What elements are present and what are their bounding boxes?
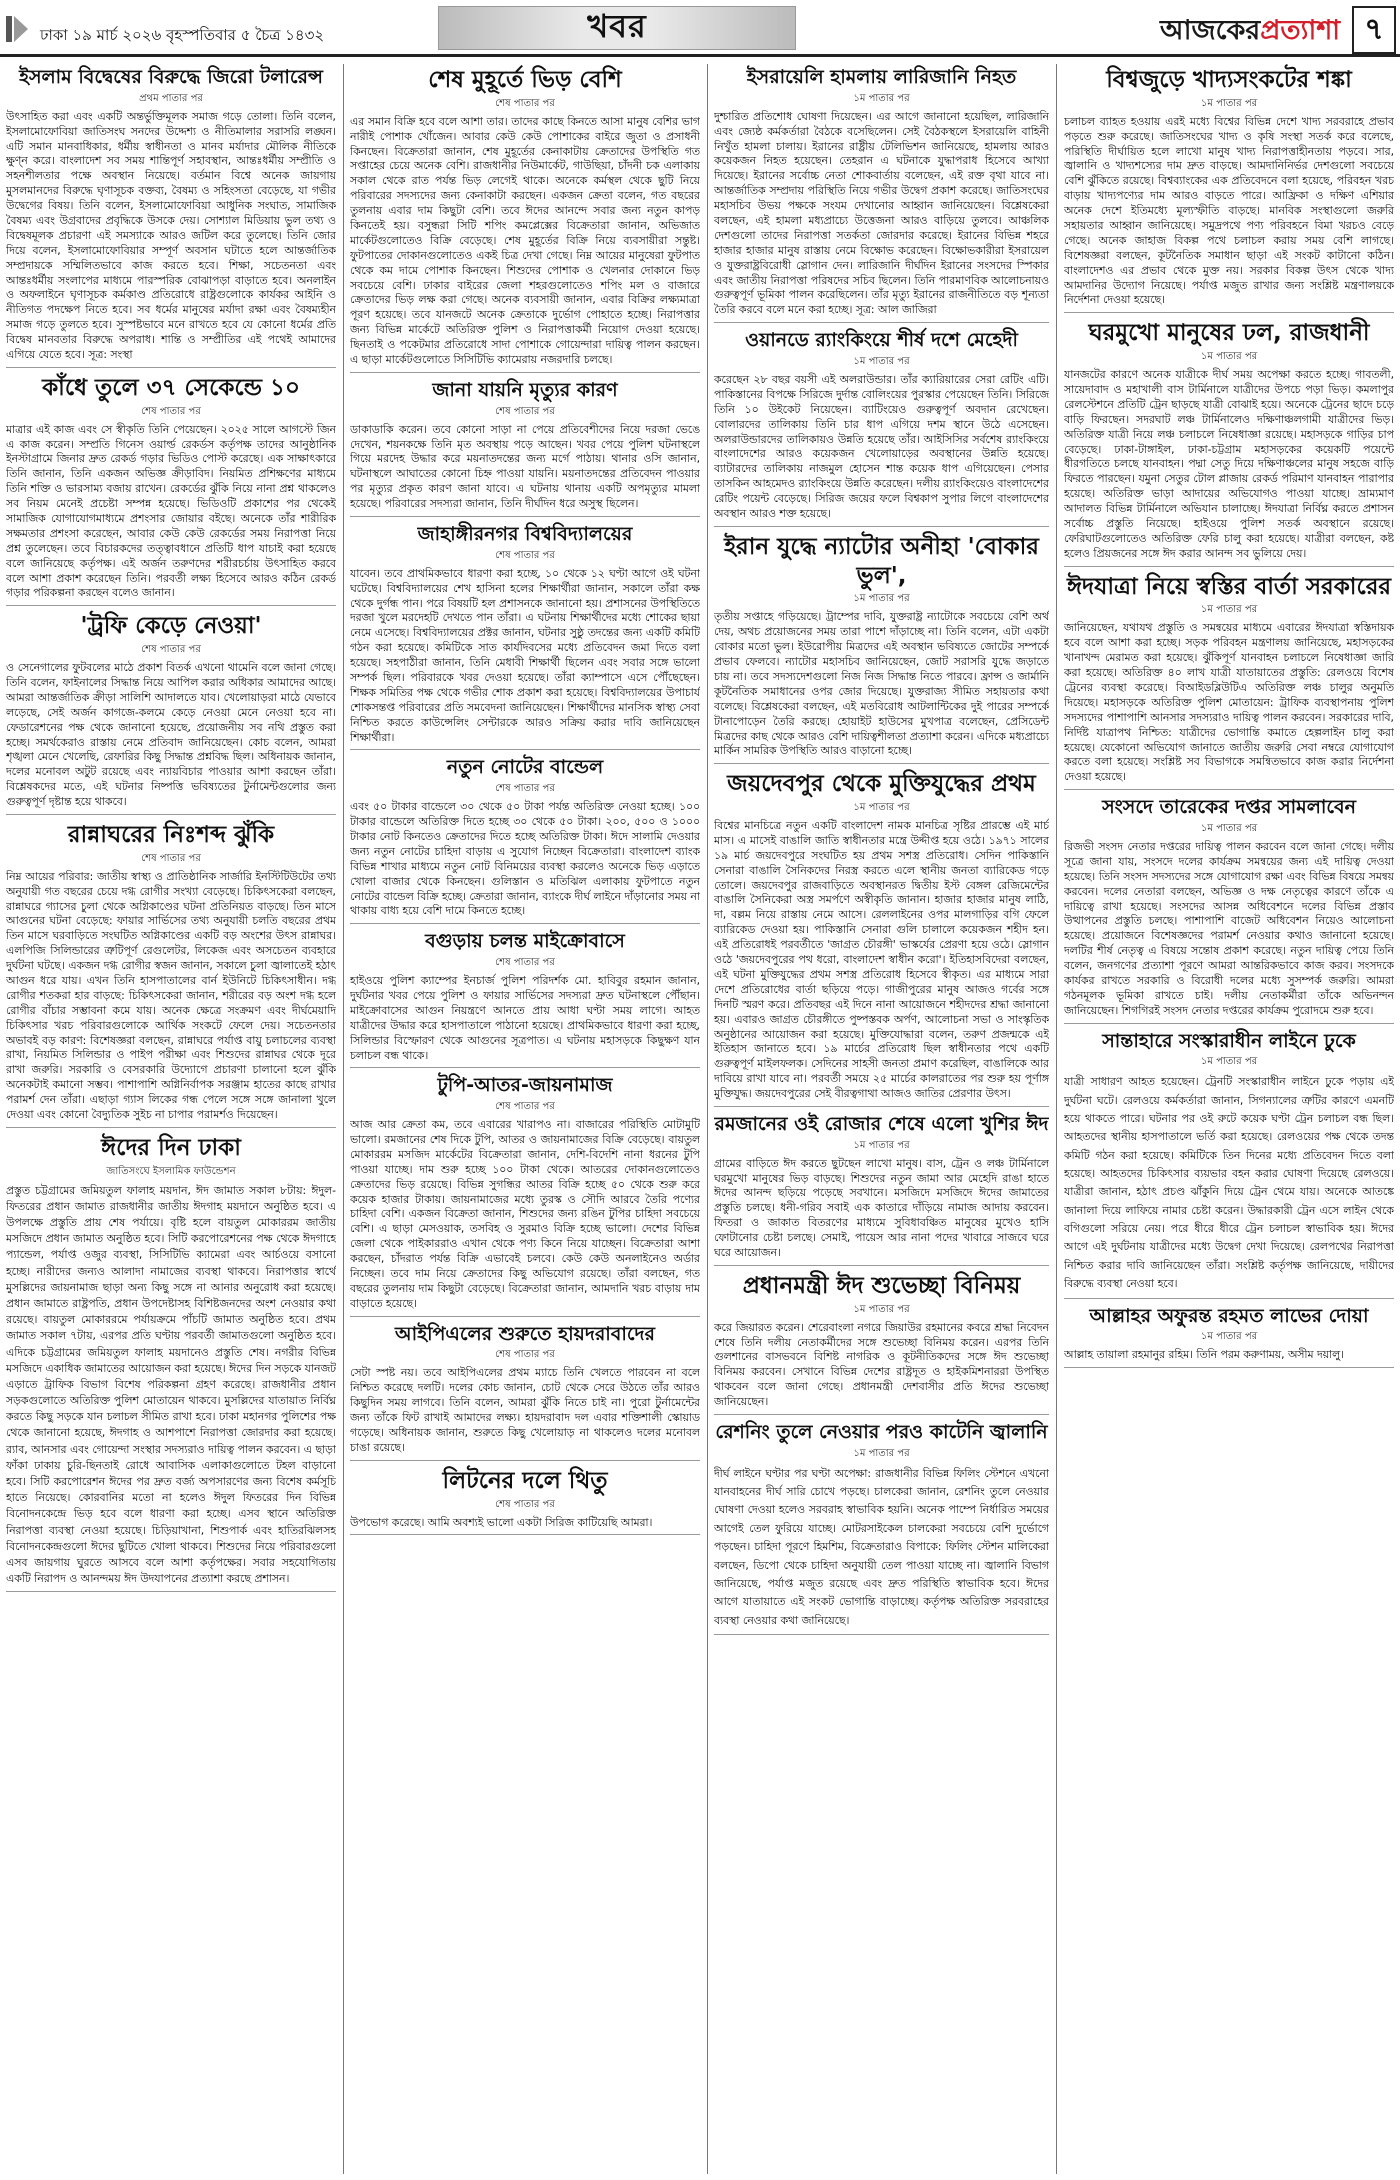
continuation-note: ১ম পাতার পর	[1200, 822, 1258, 834]
headline: বিশ্বজুড়ে খাদ্যসংকটের শঙ্কা	[1106, 67, 1352, 93]
continuation-note: ১ম পাতার পর	[853, 1447, 910, 1459]
headline: জাহাঙ্গীরনগর বিশ্ববিদ্যালয়ের	[417, 522, 633, 545]
continuation-note: ১ম পাতার পর	[853, 92, 910, 104]
article-note	[350, 756, 700, 924]
article-reshing	[714, 1421, 1049, 1635]
article-body: উপভোগ করেছে। আমি অবশ্যই ভালো একটা সিরিজ কাটিয়েছি আমরা।	[350, 1515, 653, 1529]
article-pm-eid	[714, 1272, 1049, 1415]
article-liton	[350, 1467, 700, 1536]
article-body: করেছেন ২৮ বছর বয়সী এই অলরাউন্ডার। তাঁর ক্যারিয়ারের সেরা রেটিং এটি। পাকিস্তানের বিপক্ষে সিরিজে দুর্দান্ত বোলিংয়ের পুরস্কার পেয়েছেন তিনি। সিরিজে তিনি ১০ উইকেট নিয়েছেন। ব্যাটিংয়েও গুরুত্বপূর্ণ অবদান রেখেছেন। বোলারদের তালিকায় তিনি চার ধাপ এগিয়ে দশম স্থানে উঠে এসেছেন। অলরাউন্ডারদের তালিকায়ও উন্নতি হয়েছে তাঁর। আইসিসির সর্বশেষ র‍্যাংকিংয়ে বাংলাদেশের আরও কয়েকজন খেলোয়াড়ের অবস্থানের উন্নতি হয়েছে। ব্যাটারদের তালিকায় নাজমুল হোসেন শান্ত কয়েক ধাপ এগিয়েছেন। পেসার তাসকিন আহমেদও র‍্যাংকিংয়ে উন্নতি করেছেন। দলীয় র‍্যাংকিংয়েও বাংলাদেশের রেটিং পয়েন্ট বেড়েছে। সিরিজ জয়ের ফলে বিশ্বকাপ সুপার লিগে বাংলাদেশের অবস্থান আরও শক্ত হয়েছে।	[714, 372, 1049, 520]
article-ipl	[350, 1323, 700, 1461]
continuation-note: শেষ পাতার পর	[141, 405, 201, 417]
article-body: আল্লাহ তায়ালা রহমানুর রহিম। তিনি পরম করুণাময়, অসীম দয়ালু।	[1064, 1348, 1345, 1362]
continuation-note: ১ম পাতার পর	[1200, 351, 1258, 363]
article-body: ডাকাডাকি করেন। তবে কোনো সাড়া না পেয়ে প্রতিবেশীদের নিয়ে দরজা ভেঙে দেখেন, শয়নকক্ষে তিনি মৃত অবস্থায় পড়ে আছেন। খবর পেয়ে পুলিশ ঘটনাস্থলে গিয়ে মরদেহ উদ্ধার করে ময়নাতদন্তের জন্য মর্গে পাঠায়। থানার ওসি জানান, ঘটনাস্থলে আঘাতের কোনো চিহ্ন পাওয়া যায়নি। ময়নাতদন্তের প্রতিবেদন পাওয়ার পর মৃত্যুর প্রকৃত কারণ জানা যাবে। এ ঘটনায় থানায় একটি অপমৃত্যুর মামলা হয়েছে। পরিবারের সদস্যরা জানান, তিনি দীর্ঘদিন ধরে অসুস্থ ছিলেন।	[350, 422, 700, 511]
header-rule	[0, 54, 1400, 57]
column-divider	[343, 64, 344, 2174]
article-trophy	[6, 612, 336, 815]
headline: ঈদের দিন ঢাকা	[101, 1134, 241, 1161]
article-body: যাত্রী সাধারণ আহত হয়েছেন। ট্রেনটি সংস্কারাধীন লাইনে ঢুকে পড়ায় এই দুর্ঘটনা ঘটে। রেলওয়ে কর্মকর্তারা জানান, সিগন্যালের ত্রুটির কারণে এমনটি হয়ে থাকতে পারে। ঘটনার পর ওই রুটে কয়েক ঘণ্টা ট্রেন চলাচল বন্ধ ছিল। আহতদের স্থানীয় হাসপাতালে ভর্তি করা হয়েছে। রেলওয়ের পক্ষ থেকে তদন্ত কমিটি গঠন করা হয়েছে। কমিটিকে তিন দিনের মধ্যে প্রতিবেদন দিতে বলা হয়েছে। আহতদের চিকিৎসার ব্যয়ভার বহন করার ঘোষণা দিয়েছে রেলওয়ে। যাত্রীরা জানান, হঠাৎ প্রচণ্ড ঝাঁকুনি দিয়ে ট্রেন থেমে যায়। অনেকে আতঙ্কে জানালা দিয়ে লাফিয়ে নামার চেষ্টা করেন। উদ্ধারকারী ট্রেন এসে লাইন থেকে বগিগুলো সরিয়ে নেয়। পরে ধীরে ধীরে ট্রেন চলাচল স্বাভাবিক হয়। ঈদের আগে এই দুর্ঘটনায় যাত্রীদের মধ্যে উদ্বেগ দেখা দিয়েছে। রেলপথের নিরাপত্তা নিশ্চিত করার দাবি জানিয়েছেন তাঁরা। সংশ্লিষ্ট কর্তৃপক্ষ জানিয়েছে, দায়ীদের বিরুদ্ধে ব্যবস্থা নেওয়া হবে।	[1064, 1075, 1394, 1291]
headline: কাঁধে তুলে ৩৭ সেকেন্ডে ১০	[42, 374, 300, 401]
section-banner	[438, 6, 796, 50]
article-body: এবং ৫০ টাকার বান্ডেলে ৩০ থেকে ৫০ টাকা পর্যন্ত অতিরিক্ত নেওয়া হচ্ছে। ১০০ টাকার বান্ডেলে অতিরিক্ত দিতে হচ্ছে ৩০ থেকে ৫০ টাকা। ২০০, ৫০০ ও ১০০০ টাকার নোট কিনতেও ক্রেতাদের দিতে হচ্ছে অতিরিক্ত টাকা। ঈদে সালামি দেওয়ার জন্য নতুন নোটের চাহিদা বাড়ায় এ সুযোগ নিচ্ছেন বিক্রেতারা। বাংলাদেশ ব্যাংক বিভিন্ন শাখার মাধ্যমে নতুন নোট বিনিময়ের ব্যবস্থা করলেও অনেকে ভিড় এড়াতে খোলা বাজার থেকে কিনছেন। গুলিস্তান ও মতিঝিল এলাকায় ফুটপাতে নতুন নোটের বান্ডেল বিক্রি হচ্ছে। ক্রেতারা জানান, ব্যাংকে দীর্ঘ লাইনে দাঁড়ানোর সময় না থাকায় বাধ্য হয়ে বেশি দামে কিনতে হচ্ছে।	[350, 800, 700, 918]
headline: ঘরমুখো মানুষের ঢল, রাজধানী	[1088, 320, 1370, 347]
article-food	[1064, 66, 1394, 313]
article-body: যাবেন। তবে প্রাথমিকভাবে ধারণা করা হচ্ছে, ১০ থেকে ১২ ঘণ্টা আগে ওই ঘটনা ঘটেছে। বিশ্ববিদ্যালয়ের শেখ হাসিনা হলের শিক্ষার্থীরা জানান, সকালে তাঁরা কক্ষ থেকে দুর্গন্ধ পান। পরে বিষয়টি হল প্রশাসনকে জানানো হয়। প্রশাসনের উপস্থিতিতে দরজা খুলে মরদেহটি দেখতে পান তাঁরা। এ ঘটনায় শিক্ষার্থীদের মধ্যে শোকের ছায়া নেমে এসেছে। বিশ্ববিদ্যালয়ের প্রক্টর জানান, ঘটনার সুষ্ঠু তদন্তের জন্য একটি কমিটি গঠন করা হয়েছে। কমিটিকে সাত কার্যদিবসের মধ্যে প্রতিবেদন জমা দিতে বলা হয়েছে। সহপাঠীরা জানান, তিনি মেধাবী শিক্ষার্থী ছিলেন এবং সবার সঙ্গে ভালো সম্পর্ক ছিল। পরিবারকে খবর দেওয়া হয়েছে। তাঁরা ক্যাম্পাসে এসে পৌঁছেছেন। শিক্ষক সমিতির পক্ষ থেকে গভীর শোক প্রকাশ করা হয়েছে। বিশ্ববিদ্যালয়ের উপাচার্য শোকসন্তপ্ত পরিবারের প্রতি সমবেদনা জানিয়েছেন। শিক্ষার্থীদের মানসিক স্বাস্থ্য সেবা নিশ্চিত করতে কাউন্সেলিং সেন্টারকে আরও সক্রিয় করার দাবি জানিয়েছেন শিক্ষার্থীরা।	[350, 566, 700, 744]
article-body: হাইওয়ে পুলিশ ক্যাম্পের ইনচার্জ পুলিশ পরিদর্শক মো. হাবিবুর রহমান জানান, দুর্ঘটনার খবর পেয়ে পুলিশ ও ফায়ার সার্ভিসের সদস্যরা দ্রুত ঘটনাস্থলে পৌঁছান। মাইক্রোবাসের আগুন নিয়ন্ত্রণে আনতে প্রায় আধা ঘণ্টা সময় লাগে। আহত যাত্রীদের উদ্ধার করে হাসপাতালে পাঠানো হয়েছে। প্রাথমিকভাবে ধারণা করা হচ্ছে, সিলিন্ডার বিস্ফোরণ থেকে আগুনের সূত্রপাত। এ ঘটনায় মহাসড়কে কিছুক্ষণ যান চলাচল বন্ধ থাকে।	[350, 974, 700, 1062]
article-vir	[350, 66, 700, 373]
article-body: উৎসাহিত করা এবং একটি অন্তর্ভুক্তিমূলক সমাজ গড়ে তোলা। তিনি বলেন, ইসলামোফোবিয়া জাতিসংঘ সনদের উদ্দেশ্য ও নীতিমালার সরাসরি লঙ্ঘন। এটি সমান মানবাধিকার, ধর্মীয় স্বাধীনতা ও মানব মর্যাদার মৌলিক নীতিকে ক্ষুণ্ন করে। বাংলাদেশ সব সময় শান্তিপূর্ণ সহাবস্থান, আন্তঃধর্মীয় সম্প্রীতি ও সহনশীলতার পক্ষে অবস্থান নিয়েছে। বর্তমান বিশ্বে অনেক জায়গায় মুসলমানদের বিরুদ্ধে ঘৃণাসূচক বক্তব্য, বৈষম্য ও সহিংসতা বেড়েছে, যা গভীর উদ্বেগের বিষয়। তিনি বলেন, ইসলামোফোবিয়া আধুনিক সংঘাত, সামাজিক বৈষম্য এবং উগ্রবাদের প্রবৃদ্ধিকে উসকে দেয়। সোশ্যাল মিডিয়ায় ভুল তথ্য ও বিদ্বেষমূলক প্রচারণা এই সমস্যাকে আরও জটিল করে তুলেছে। তিনি জোর দিয়ে বলেন, ইসলামোফোবিয়ার সম্পূর্ণ অবসান ঘটাতে হলে আন্তর্জাতিক সম্প্রদায়কে সম্মিলিতভাবে কাজ করতে হবে। শিক্ষা, সচেতনতা এবং আন্তঃধর্মীয় সংলাপের মাধ্যমে পারস্পরিক বোঝাপড়া বাড়াতে হবে। অনলাইন ও অফলাইনে ঘৃণাসূচক কর্মকাণ্ড প্রতিরোধে রাষ্ট্রগুলোকে কার্যকর আইনি ও নীতিগত পদক্ষেপ নিতে হবে। সব ধর্মের মানুষের মর্যাদা রক্ষা এবং বৈষম্যহীন সমাজ গড়ে তুলতে হবে। সুস্পষ্টভাবে মনে রাখতে হবে যে কোনো ধর্মের প্রতি বিদ্বেষ মানবতার বিরুদ্ধে অপরাধ। শান্তি ও সম্প্রীতির এই পথেই আমাদের এগিয়ে যেতে হবে। সূত্র: সংস্থা	[6, 109, 336, 361]
headline: ইরান যুদ্ধে ন্যাটোর অনীহা 'বোকার ভুল',	[724, 533, 1039, 589]
continuation-note: ১ম পাতার পর	[853, 355, 910, 367]
continuation-note: শেষ পাতার পর	[495, 1498, 555, 1510]
continuation-note: ১ম পাতার পর	[853, 1139, 910, 1151]
continuation-note: শেষ পাতার পর	[495, 957, 555, 969]
article-body: মাত্রার এই কাজ এবং সে স্বীকৃতি তিনি পেয়েছেন। ২০২৫ সালে আগস্টে জিন এ কাজ করেন। সম্প্রতি গিনেস ওয়ার্ল্ড রেকর্ডস কর্তৃপক্ষ তাদের আনুষ্ঠানিক ইনস্টাগ্রামে জিনার দ্রুত রেকর্ড গড়ার ভিডিও পোস্ট করেছে। এক সাক্ষাৎকারে তিনি জানান, তিনি একজন অভিজ্ঞ ক্রীড়াবিদ। নিয়মিত প্রশিক্ষণের মাধ্যমে তিনি শক্তি ও ভারসাম্য বজায় রাখেন। রেকর্ডের ঝুঁকি নিয়ে নানা প্রশ্ন থাকলেও সব নিয়ম মেনেই প্রচেষ্টা সম্পন্ন হয়েছে। ভিডিওটি প্রকাশের পর থেকেই সামাজিক যোগাযোগমাধ্যমে প্রশংসার জোয়ার বইছে। অনেকে তাঁর শারীরিক সক্ষমতার প্রশংসা করেছেন, আবার কেউ কেউ রেকর্ডের সময় নিরাপত্তা নিয়ে প্রশ্ন তুলেছেন। তবে বিচারকদের তত্ত্বাবধানে প্রতিটি ধাপ যাচাই করা হয়েছে বলে জানিয়েছে কর্তৃপক্ষ। এই অর্জন তরুণদের শরীরচর্চায় উৎসাহিত করবে বলে আশা প্রকাশ করেছেন তিনি। পরবর্তী লক্ষ্য হিসেবে আরও কঠিন রেকর্ড গড়ার পরিকল্পনা করছেন বলেও জানান।	[6, 422, 336, 600]
logo-part-one: আজকের	[1160, 15, 1261, 46]
headline: আল্লাহর অফুরন্ত রহমত লাভের দোয়া	[1089, 1304, 1369, 1327]
headline: ঈদযাত্রা নিয়ে স্বস্তির বার্তা সরকারের	[1066, 573, 1392, 600]
newspaper-logo	[1160, 10, 1340, 55]
news-column-3	[714, 64, 1049, 2174]
article-body: এর সমান বিক্রি হবে বলে আশা তার। তাদের কাছে কিনতে আসা মানুষ বেশির ভাগ নারীই পোশাক খোঁজেন। আবার কেউ কেউ পোশাকের বাইরে জুতা ও প্রসাধনী কিনছেন। বিক্রেতারা জানান, শেষ মুহূর্তের কেনাকাটায় ক্রেতাদের উপস্থিতি গত সপ্তাহের চেয়ে অনেক বেশি। রাজধানীর নিউমার্কেট, গাউছিয়া, চাঁদনী চক এলাকায় সকাল থেকে রাত পর্যন্ত ভিড় লেগেই থাকে। অনেকে কর্মস্থল থেকে ছুটি নিয়ে পরিবারের সদস্যদের জন্য কেনাকাটা করছেন। একজন ক্রেতা বলেন, গত বছরের তুলনায় এবার দাম কিছুটা বেশি। তবে ঈদের আনন্দে সবার জন্য নতুন কাপড় কিনতেই হয়। বসুন্ধরা সিটি শপিং কমপ্লেক্সের বিক্রেতারা জানান, অভিজাত মার্কেটগুলোতেও বিক্রি বেড়েছে। শেষ মুহূর্তের বিক্রি নিয়ে ব্যবসায়ীরা সন্তুষ্ট। ফুটপাতের দোকানগুলোতেও একই চিত্র দেখা গেছে। নিম্ন আয়ের মানুষেরা ফুটপাত থেকে কম দামে পোশাক কিনছেন। শিশুদের পোশাক ও খেলনার দোকানে ভিড় সবচেয়ে বেশি। ঢাকার বাইরের জেলা শহরগুলোতেও শপিং মল ও বাজারে ক্রেতাদের ভিড় লক্ষ করা গেছে। অনেক ব্যবসায়ী জানান, এবার বিক্রির লক্ষ্যমাত্রা পূরণ হয়েছে। তবে যানজটে অনেক ক্রেতাকে দুর্ভোগ পোহাতে হচ্ছে। নিরাপত্তার জন্য বিভিন্ন মার্কেটে অতিরিক্ত পুলিশ ও নিরাপত্তাকর্মী নিয়োগ দেওয়া হয়েছে। ছিনতাই ও পকেটমার প্রতিরোধে সাদা পোশাকে গোয়েন্দারা দায়িত্ব পালন করছেন। এ ছাড়া মার্কেটগুলোতে সিসিটিভি ক্যামেরায় নজরদারি চলছে।	[350, 114, 700, 366]
headline: আইপিএলের শুরুতে হায়দরাবাদের	[395, 1322, 655, 1345]
article-allah	[1064, 1305, 1394, 1369]
headline: প্রধানমন্ত্রী ঈদ শুভেচ্ছা বিনিময়	[742, 1272, 1021, 1299]
continuation-note: শেষ পাতার পর	[495, 97, 555, 109]
continuation-note: প্রথম পাতার পর	[139, 92, 203, 104]
article-body: চলাচল ব্যাহত হওয়ায় এরই মধ্যে বিশ্বের বিভিন্ন দেশে খাদ্য সরবরাহে প্রভাব পড়তে শুরু করেছে। জাতিসংঘের খাদ্য ও কৃষি সংস্থা সতর্ক করে বলেছে, পরিস্থিতি দীর্ঘায়িত হলে লাখো মানুষ খাদ্য নিরাপত্তাহীনতায় পড়বে। সার, জ্বালানি ও খাদ্যশস্যের দাম দ্রুত বাড়ছে। আমদানিনির্ভর দেশগুলো সবচেয়ে বেশি ঝুঁকিতে রয়েছে। বিশ্বব্যাংকের এক প্রতিবেদনে বলা হয়েছে, পরিবহন খরচ বাড়ায় খাদ্যপণ্যের দাম আরও বাড়তে পারে। আফ্রিকা ও দক্ষিণ এশিয়ার অনেক দেশে ইতিমধ্যে মূল্যস্ফীতি বাড়ছে। মানবিক সংস্থাগুলো জরুরি সহায়তার আহ্বান জানিয়েছে। সমুদ্রপথে পণ্য পরিবহনে বিমা খরচও বেড়ে গেছে। অনেক জাহাজ বিকল্প পথে চলাচল করায় সময় বেশি লাগছে। বিশেষজ্ঞরা বলছেন, কূটনৈতিক সমাধান ছাড়া এই সংকট কাটানো কঠিন। বাংলাদেশও এর প্রভাব থেকে মুক্ত নয়। সরকার বিকল্প উৎস থেকে খাদ্য আমদানির উদ্যোগ নিয়েছে। পর্যাপ্ত মজুত রাখার জন্য সংশ্লিষ্ট মন্ত্রণালয়কে নির্দেশনা দেওয়া হয়েছে।	[1064, 114, 1394, 307]
article-ghormukho	[1064, 319, 1394, 566]
headline: টুপি-আতর-জায়নামাজ	[437, 1074, 613, 1097]
article-body: ও সেনেগালের ফুটবলের মাঠে প্রকাশ বিতর্ক এখনো থামেনি বলে জানা গেছে। তিনি বলেন, ফাইনালের সিদ্ধান্ত নিয়ে আপিল করার অধিকার আমাদের আছে। আমরা আন্তর্জাতিক ক্রীড়া সালিশি আদালতে যাব। খেলোয়াড়রা মাঠে যেভাবে লড়েছে, সেই অর্জন কাগজে-কলমে কেড়ে নেওয়া মেনে নেওয়া হবে না। ফেডারেশনের পক্ষ থেকে জানানো হয়েছে, প্রয়োজনীয় সব নথি প্রস্তুত করা হচ্ছে। সমর্থকেরাও রাস্তায় নেমে প্রতিবাদ জানিয়েছেন। কোচ বলেন, আমরা শৃঙ্খলা মেনে খেলেছি, রেফারির কিছু সিদ্ধান্ত প্রশ্নবিদ্ধ ছিল। অধিনায়ক জানান, দলের মনোবল অটুট রয়েছে এবং ন্যায়বিচার পাওয়ার আশা করছেন তাঁরা। বিশ্লেষকদের মতে, এই ঘটনার নিষ্পত্তি ভবিষ্যতের টুর্নামেন্টগুলোর জন্য গুরুত্বপূর্ণ দৃষ্টান্ত হয়ে থাকবে।	[6, 661, 336, 809]
headline: শেষ মুহূর্তে ভিড় বেশি	[428, 67, 622, 93]
article-body: রিজভী সংসদ নেতার দপ্তরের দায়িত্ব পালন করবেন বলে জানা গেছে। দলীয় সূত্রে জানা যায়, সংসদে দলের কার্যক্রম সমন্বয়ের জন্য এই দায়িত্ব দেওয়া হয়েছে। তিনি সংসদ সদস্যদের সঙ্গে যোগাযোগ রক্ষা এবং বিভিন্ন বিষয়ে সমন্বয় করবেন। দলের নেতারা বলছেন, অভিজ্ঞ ও দক্ষ নেতৃত্বের কারণে তাঁকে এ দায়িত্বে রাখা হয়েছে। সংসদের আসন্ন অধিবেশনে দলের বিভিন্ন প্রস্তাব উত্থাপনের প্রস্তুতি চলছে। পাশাপাশি বাজেট অধিবেশন নিয়েও আলোচনা হয়েছে। প্রয়োজনে বিশেষজ্ঞদের পরামর্শ নেওয়ার কথাও জানানো হয়েছে। দলটির শীর্ষ নেতৃত্ব এ বিষয়ে সন্তোষ প্রকাশ করেছে। নতুন দায়িত্ব পেয়ে তিনি বলেন, জনগণের প্রত্যাশা পূরণে আমরা আন্তরিকভাবে কাজ করব। সংসদকে কার্যকর রাখতে সরকারি ও বিরোধী দলের মধ্যে সুসম্পর্ক জরুরি। আমরা গঠনমূলক ভূমিকা রাখতে চাই। দলীয় নেতাকর্মীরা তাঁকে অভিনন্দন জানিয়েছেন। শিগগিরই সংসদ নেতার দপ্তরের কার্যক্রম পুরোদমে শুরু হবে।	[1064, 839, 1394, 1017]
page-number: ৭	[1352, 6, 1396, 54]
article-body: দুশ্চারিত প্রতিশোধ ঘোষণা দিয়েছেন। এর আগে জানানো হয়েছিল, লারিজানি এবং জ্যেষ্ঠ কর্মকর্তারা বৈঠকে বসেছিলেন। সেই বৈঠকস্থলে ইসরায়েলি বাহিনী নিখুঁত হামলা চালায়। ইরানের রাষ্ট্রীয় টেলিভিশন জানিয়েছে, হামলায় আরও কয়েকজন নিহত হয়েছেন। তেহরান এ ঘটনাকে যুদ্ধাপরাধ হিসেবে আখ্যা দিয়েছে। ইরানের সর্বোচ্চ নেতা শোকবার্তায় বলেছেন, এই রক্ত বৃথা যাবে না। আন্তর্জাতিক সম্প্রদায় পরিস্থিতি নিয়ে গভীর উদ্বেগ প্রকাশ করেছে। জাতিসংঘের মহাসচিব উভয় পক্ষকে সংযম দেখানোর আহ্বান জানিয়েছেন। বিশ্লেষকেরা বলছেন, এই হামলা মধ্যপ্রাচ্যে উত্তেজনা আরও বাড়িয়ে তুলবে। আঞ্চলিক দেশগুলো তাদের নিরাপত্তা সতর্কতা জোরদার করেছে। ইরানের বিভিন্ন শহরে হাজার হাজার মানুষ রাস্তায় নেমে বিক্ষোভ করেছেন। বিক্ষোভকারীরা ইসরায়েল ও যুক্তরাষ্ট্রবিরোধী স্লোগান দেন। লারিজানি দীর্ঘদিন ইরানের সংসদের স্পিকার এবং জাতীয় নিরাপত্তা পরিষদের সচিব ছিলেন। তিনি পারমাণবিক আলোচনায়ও গুরুত্বপূর্ণ ভূমিকা পালন করেছিলেন। তাঁর মৃত্যু ইরানের রাজনীতিতে বড় শূন্যতা তৈরি করবে বলে মনে করা হচ্ছে। সূত্র: আল জাজিরা	[714, 109, 1049, 317]
headline: রান্নাঘরের নিঃশব্দ ঝুঁকি	[67, 821, 275, 848]
article-joydevpur	[714, 770, 1049, 1107]
headline: রমজানের ওই রোজার শেষে এলো খুশির ঈদ	[714, 1112, 1049, 1135]
issue-date: ঢাকা ১৯ মার্চ ২০২৬ বৃহস্পতিবার ৫ চৈত্র ১৪৩২	[40, 26, 325, 44]
logo-part-two: প্রত্যাশা	[1260, 15, 1341, 46]
continuation-note: শেষ পাতার পর	[495, 783, 555, 795]
continuation-note: ১ম পাতার পর	[1200, 1331, 1258, 1343]
headline: ওয়ানডে র‍্যাংকিংয়ে শীর্ষ দশে মেহেদী	[745, 329, 1018, 352]
article-eidjatra	[1064, 573, 1394, 791]
continuation-note: শেষ পাতার পর	[141, 852, 201, 864]
headline: 'ট্রফি কেড়ে নেওয়া'	[80, 613, 262, 640]
headline: রেশনিং তুলে নেওয়ার পরও কাটেনি জ্বালানি	[715, 1421, 1048, 1444]
continuation-note: ১ম পাতার পর	[1200, 1056, 1258, 1068]
article-zero-tolerance	[6, 66, 336, 368]
column-divider	[1056, 64, 1057, 2174]
continuation-note: শেষ পাতার পর	[495, 405, 555, 417]
article-body: সেটা স্পষ্ট নয়। তবে আইপিএলের প্রথম ম্যাচে তিনি খেলতে পারবেন না বলে নিশ্চিত করেছে দলটি। দলের কোচ জানান, চোট থেকে সেরে উঠতে তাঁর আরও কিছুদিন সময় লাগবে। তিনি বলেন, আমরা ঝুঁকি নিতে চাই না। পুরো টুর্নামেন্টের জন্য তাঁকে ফিট রাখাই আমাদের লক্ষ্য। হায়দরাবাদ দল এবার শক্তিশালী স্কোয়াড গড়েছে। অধিনায়ক জানান, শুরুতে কিছু খেলোয়াড় না থাকলেও দলের মনোবল চাঙা রয়েছে।	[350, 1366, 700, 1454]
continuation-note: ১ম পাতার পর	[1200, 604, 1258, 616]
article-body: করে জিয়ারত করেন। শেরেবাংলা নগরে জিয়াউর রহমানের কবরে শ্রদ্ধা নিবেদন শেষে তিনি দলীয় নেতাকর্মীদের সঙ্গে শুভেচ্ছা বিনিময় করেন। এরপর তিনি গুলশানের বাসভবনে বিশিষ্ট নাগরিক ও কূটনীতিকদের সঙ্গে ঈদ শুভেচ্ছা বিনিময় করবেন। সেখানে বিভিন্ন দেশের রাষ্ট্রদূত ও হাইকমিশনাররা উপস্থিত থাকবেন বলে জানা গেছে। প্রধানমন্ত্রী দেশবাসীর প্রতি ঈদের শুভেচ্ছা জানিয়েছেন।	[714, 1320, 1049, 1409]
article-body: গ্রামের বাড়িতে ঈদ করতে ছুটছেন লাখো মানুষ। বাস, ট্রেন ও লঞ্চ টার্মিনালে ঘরমুখো মানুষের ভিড় বাড়ছে। শিশুদের নতুন জামা আর মেহেদি রাঙা হাতে ঈদের আনন্দ ছড়িয়ে পড়েছে সবখানে। মসজিদে মসজিদে ঈদের জামাতের প্রস্তুতি চলছে। ধনী-গরিব সবাই এক কাতারে দাঁড়িয়ে নামাজ আদায় করবেন। ফিতরা ও জাকাত বিতরণের মাধ্যমে সুবিধাবঞ্চিত মানুষের মুখেও হাসি ফোটানোর চেষ্টা চলছে। সেমাই, পায়েস আর নানা পদের খাবারে সাজবে ঘরে ঘরে আয়োজন।	[714, 1156, 1049, 1260]
continuation-note: শেষ পাতার পর	[495, 1349, 555, 1361]
article-body: বিশ্বের মানচিত্রে নতুন একটি বাংলাদেশ নামক মানচিত্র সৃষ্টির প্রারম্ভে এই মার্চ মাস। এ মাসেই বাঙালি জাতি স্বাধীনতার মন্ত্রে উদ্দীপ্ত হয়ে ওঠে। ১৯৭১ সালের ১৯ মার্চ জয়দেবপুরে সংঘটিত হয় প্রথম সশস্ত্র প্রতিরোধ। সেদিন পাকিস্তানি সেনারা বাঙালি সৈনিকদের নিরস্ত্র করতে এলে স্থানীয় জনতা ব্যারিকেড গড়ে তোলে। জয়দেবপুর রাজবাড়িতে অবস্থানরত দ্বিতীয় ইস্ট বেঙ্গল রেজিমেন্টের বাঙালি সৈনিকেরা অস্ত্র সমর্পণে অস্বীকৃতি জানান। হাজার হাজার মানুষ লাঠি, দা, বল্লম নিয়ে রাস্তায় নেমে আসে। রেললাইনের ওপর মালগাড়ির বগি ফেলে ব্যারিকেড দেওয়া হয়। পাকিস্তানি সেনারা গুলি চালালে কয়েকজন শহীদ হন। এই প্রতিরোধই পরবর্তীতে 'জাগ্রত চৌরঙ্গী' ভাস্কর্যের প্রেরণা হয়ে ওঠে। স্লোগান ওঠে 'জয়দেবপুরের পথ ধরো, বাংলাদেশ স্বাধীন করো'। ইতিহাসবিদেরা বলছেন, এই ঘটনা মুক্তিযুদ্ধের প্রথম সশস্ত্র প্রতিরোধ হিসেবে স্বীকৃত। এর মাধ্যমে সারা দেশে প্রতিরোধের বার্তা ছড়িয়ে পড়ে। গাজীপুরের মানুষ আজও গর্বের সঙ্গে দিনটি স্মরণ করে। প্রতিবছর এই দিনে নানা আয়োজনে শহীদদের শ্রদ্ধা জানানো হয়। এবারও জাগ্রত চৌরঙ্গীতে পুষ্পস্তবক অর্পণ, আলোচনা সভা ও সাংস্কৃতিক অনুষ্ঠানের আয়োজন করা হয়েছে। মুক্তিযোদ্ধারা বলেন, তরুণ প্রজন্মকে এই ইতিহাস জানাতে হবে। ১৯ মার্চের প্রতিরোধ ছিল স্বাধীনতার পথে একটি গুরুত্বপূর্ণ মাইলফলক। সেদিনের সাহসী জনতা প্রমাণ করেছিল, বাঙালিকে আর দাবিয়ে রাখা যাবে না। পরবর্তী সময়ে ২৫ মার্চের কালরাতের পর শুরু হয় পূর্ণাঙ্গ মুক্তিযুদ্ধ। জয়দেবপুরের সেই বীরত্বগাথা আজও জাতির প্রেরণার উৎস।	[714, 819, 1049, 1101]
news-column-4	[1064, 64, 1394, 2174]
article-kandhe	[6, 374, 336, 606]
article-jana	[350, 379, 700, 517]
headline: সংসদে তারেকের দপ্তর সামলাবেন	[1102, 796, 1356, 819]
continuation-note: জাতিসংঘে ইসলামিক ফাউন্ডেশন	[106, 1165, 236, 1177]
article-eid-dhaka	[6, 1134, 336, 1592]
article-israel	[714, 66, 1049, 323]
section-title: খবর	[587, 7, 647, 45]
headline: ইসলাম বিদ্বেষের বিরুদ্ধে জিরো টলারেন্স	[19, 66, 323, 88]
article-mehedi	[714, 329, 1049, 527]
article-nato	[714, 533, 1049, 764]
article-body: নিম্ন আয়ের পরিবার: জাতীয় স্বাস্থ্য ও প্রাতিষ্ঠানিক সার্জারি ইনস্টিটিউটের তথ্য অনুযায়ী গত বছরের চেয়ে দগ্ধ রোগীর সংখ্যা বেড়েছে। চিকিৎসকেরা বলছেন, রান্নাঘরে গ্যাসের চুলা থেকে অগ্নিকাণ্ডের ঘটনা প্রতিনিয়ত বাড়ছে। তিন মাসে আগুনের ঘটনা বেড়েছে: ফায়ার সার্ভিসের তথ্য অনুযায়ী চলতি বছরের প্রথম তিন মাসে ঘরবাড়িতে সংঘটিত অগ্নিকাণ্ডের একটি বড় অংশের উৎস রান্নাঘর। এলপিজি সিলিন্ডারের ত্রুটিপূর্ণ রেগুলেটর, লিকেজ এবং অসচেতন ব্যবহারে দুর্ঘটনা ঘটছে। একজন দগ্ধ রোগীর স্বজন জানান, সকালে চুলা জ্বালাতেই হঠাৎ আগুন ধরে যায়। এখন তিনি হাসপাতালের বার্ন ইউনিটে চিকিৎসাধীন। দগ্ধ রোগীর শতকরা হার বাড়ছে: চিকিৎসকেরা জানান, শরীরের বড় অংশ দগ্ধ হলে রোগীর বাঁচার সম্ভাবনা কমে যায়। অনেক ক্ষেত্রে সংক্রমণ এবং দীর্ঘমেয়াদি চিকিৎসার খরচ পরিবারগুলোকে আর্থিক সংকটে ফেলে দেয়। সচেতনতার অভাবই বড় কারণ: বিশেষজ্ঞরা বলছেন, রান্নাঘরে পর্যাপ্ত বায়ু চলাচলের ব্যবস্থা রাখা, নিয়মিত সিলিন্ডার ও পাইপ পরীক্ষা এবং শিশুদের রান্নাঘর থেকে দূরে রাখা জরুরি। সরকারি ও বেসরকারি উদ্যোগে প্রচারণা চালানো হলে ঝুঁকি অনেকটাই কমানো সম্ভব। পাশাপাশি অগ্নিনির্বাপক সরঞ্জাম হাতের কাছে রাখার পরামর্শ দেন তাঁরা। এছাড়া গ্যাস লিকের গন্ধ পেলে সঙ্গে সঙ্গে জানালা খুলে দেওয়া এবং কোনো বৈদ্যুতিক সুইচ না চাপার পরামর্শও দিয়েছেন।	[6, 869, 336, 1121]
headline: লিটনের দলে থিতু	[442, 1467, 608, 1494]
article-body: আজ আর ক্রেতা কম, তবে এবারের খারাপও না। বাজারের পরিস্থিতি মোটামুটি ভালো। রমজানের শেষ দিকে টুপি, আতর ও জায়নামাজের বিক্রি বেড়েছে। বায়তুল মোকাররম মসজিদ মার্কেটের বিক্রেতারা জানান, দেশি-বিদেশি নানা ধরনের টুপি পাওয়া যাচ্ছে। দাম শুরু হচ্ছে ১০০ টাকা থেকে। আতরের দোকানগুলোতেও ক্রেতাদের ভিড় রয়েছে। বিভিন্ন সুগন্ধির আতর বিক্রি হচ্ছে ৫০ থেকে শুরু করে কয়েক হাজার টাকায়। জায়নামাজের মধ্যে তুরস্ক ও সৌদি আরবে তৈরি পণ্যের চাহিদা বেশি। একজন বিক্রেতা জানান, শিশুদের জন্য রঙিন টুপির চাহিদা সবচেয়ে বেশি। এ ছাড়া মেসওয়াক, তসবিহ ও সুরমাও বিক্রি হচ্ছে ভালো। দেশের বিভিন্ন জেলা থেকে পাইকাররাও এখান থেকে পণ্য কিনে নিয়ে যাচ্ছেন। বিক্রেতারা আশা করছেন, চাঁদরাত পর্যন্ত বিক্রি এভাবেই চলবে। কেউ কেউ অনলাইনেও অর্ডার নিচ্ছেন। তবে দাম নিয়ে ক্রেতাদের কিছু অভিযোগ রয়েছে। তাঁরা বলছেন, গত বছরের তুলনায় দাম কিছুটা বেড়েছে। বিক্রেতারা জানান, আমদানি খরচ বাড়ায় দাম বাড়াতে হয়েছে।	[350, 1118, 700, 1310]
headline: জানা যায়নি মৃত্যুর কারণ	[432, 378, 618, 401]
continuation-note: ১ম পাতার পর	[853, 1303, 910, 1315]
continuation-note: ১ম পাতার পর	[853, 593, 910, 605]
continuation-note: ১ম পাতার পর	[1200, 97, 1258, 109]
article-santahar	[1064, 1030, 1394, 1299]
continuation-note: ১ম পাতার পর	[853, 802, 910, 814]
article-body: তৃতীয় সপ্তাহে গড়িয়েছে। ট্রাম্পের দাবি, যুক্তরাষ্ট্র ন্যাটোকে সবচেয়ে বেশি অর্থ দেয়, অথচ প্রয়োজনের সময় তারা পাশে দাঁড়াচ্ছে না। তিনি বলেন, এটা একটা বোকার মতো ভুল। ইউরোপীয় মিত্রদের এই অবস্থান ভবিষ্যতে জোটের সম্পর্কে প্রভাব ফেলবে। ন্যাটোর মহাসচিব জানিয়েছেন, জোট সরাসরি যুদ্ধে জড়াতে চায় না। তবে সদস্যদেশগুলো নিজ নিজ সিদ্ধান্ত নিতে পারবে। ফ্রান্স ও জার্মানি কূটনৈতিক সমাধানের ওপর জোর দিয়েছে। যুক্তরাজ্য সীমিত সহায়তার কথা বলেছে। বিশ্লেষকেরা বলছেন, এই মতবিরোধ আটলান্টিকের দুই পারের সম্পর্কে টানাপোড়েন তৈরি করছে। হোয়াইট হাউসের মুখপাত্র বলেছেন, প্রেসিডেন্ট মিত্রদের কাছ থেকে আরও বেশি দায়িত্বশীলতা প্রত্যাশা করেন। এদিকে মধ্যপ্রাচ্যে মার্কিন সামরিক উপস্থিতি আরও বাড়ানো হচ্ছে।	[714, 610, 1049, 758]
page-header	[0, 0, 1400, 58]
article-ranna	[6, 821, 336, 1128]
headline: ইসরায়েলি হামলায় লারিজানি নিহত	[746, 66, 1017, 88]
article-body: প্রস্তুত চট্টগ্রামের জমিয়তুল ফালাহ ময়দান, ঈদ জামাত সকাল ৮টায়: ঈদুল-ফিতরের প্রধান জামাত রাজধানীর জাতীয় ঈদগাহ ময়দানে অনুষ্ঠিত হবে। এ উপলক্ষে প্রস্তুতি প্রায় শেষ পর্যায়ে। বৃষ্টি হলে বায়তুল মোকাররম জাতীয় মসজিদে প্রধান জামাত অনুষ্ঠিত হবে। সিটি করপোরেশনের পক্ষ থেকে ঈদগাহে প্যান্ডেল, পর্যাপ্ত ওজুর ব্যবস্থা, সিসিটিভি ক্যামেরা এবং আর্চওয়ে বসানো হচ্ছে। নারীদের জন্যও আলাদা নামাজের ব্যবস্থা থাকবে। নিরাপত্তার স্বার্থে মুসল্লিদের জায়নামাজ ছাড়া অন্য কিছু সঙ্গে না আনার অনুরোধ করা হয়েছে। প্রধান জামাতে রাষ্ট্রপতি, প্রধান উপদেষ্টাসহ বিশিষ্টজনদের অংশ নেওয়ার কথা রয়েছে। বায়তুল মোকাররমে পর্যায়ক্রমে পাঁচটি জামাত অনুষ্ঠিত হবে। প্রথম জামাত সকাল ৭টায়, এরপর প্রতি ঘণ্টায় পরবর্তী জামাতগুলো অনুষ্ঠিত হবে। এদিকে চট্টগ্রামের জমিয়তুল ফালাহ ময়দানেও প্রস্তুতি শেষ। নগরীর বিভিন্ন মসজিদে একাধিক জামাতের আয়োজন করা হয়েছে। ঈদের দিন সড়কে যানজট এড়াতে ট্রাফিক বিভাগ বিশেষ পরিকল্পনা গ্রহণ করেছে। রাজধানীর প্রধান সড়কগুলোতে অতিরিক্ত পুলিশ মোতায়েন থাকবে। মুসল্লিদের যাতায়াত নির্বিঘ্ন করতে কিছু সড়কে যান চলাচল সীমিত রাখা হবে। ঢাকা মহানগর পুলিশের পক্ষ থেকে জানানো হয়েছে, ঈদগাহ ও আশপাশে নিরাপত্তা জোরদার করা হয়েছে। র‍্যাব, আনসার এবং গোয়েন্দা সংস্থার সদস্যরাও দায়িত্ব পালন করবেন। এ ছাড়া ফাঁকা ঢাকায় চুরি-ছিনতাই রোধে আবাসিক এলাকাগুলোতে টহল বাড়ানো হবে। সিটি করপোরেশন ঈদের পর দ্রুত বর্জ্য অপসারণের জন্য বিশেষ কর্মসূচি হাতে নিয়েছে। কোরবানির মতো না হলেও ঈদুল ফিতরের দিন বিভিন্ন বিনোদনকেন্দ্রে ভিড় হবে বলে ধারণা করা হচ্ছে। এসব স্থানে অতিরিক্ত নিরাপত্তা ব্যবস্থা নেওয়া হয়েছে। চিড়িয়াখানা, শিশুপার্ক এবং হাতিরঝিলসহ বিনোদনকেন্দ্রগুলো ঈদের ছুটিতে খোলা থাকবে। শিশুদের নিয়ে পরিবারগুলো এসব জায়গায় ঘুরতে আসবে বলে আশা কর্তৃপক্ষের। সবার সহযোগিতায় একটি নিরাপদ ও আনন্দময় ঈদ উদযাপনের প্রত্যাশা করছে প্রশাসন।	[6, 1183, 336, 1586]
continuation-note: শেষ পাতার পর	[495, 549, 555, 561]
section-marker-icon	[6, 14, 28, 44]
article-jahangirnagar	[350, 523, 700, 750]
headline: সান্তাহারে সংস্কারাধীন লাইনে ঢুকে	[1102, 1029, 1356, 1052]
continuation-note: শেষ পাতার পর	[141, 644, 201, 656]
continuation-note: শেষ পাতার পর	[495, 1101, 555, 1113]
headline: নতুন নোটের বান্ডেল	[446, 756, 604, 779]
article-microbus	[350, 930, 700, 1068]
news-column-2	[350, 64, 700, 2174]
article-body: জানিয়েছেন, যথাযথ প্রস্তুতি ও সমন্বয়ের মাধ্যমে এবারের ঈদযাত্রা স্বস্তিদায়ক হবে বলে আশা করা হচ্ছে। সড়ক পরিবহন মন্ত্রণালয় জানিয়েছে, মহাসড়কের খানাখন্দ মেরামত করা হয়েছে। ঝুঁকিপূর্ণ যানবাহন চলাচলে নিষেধাজ্ঞা জারি করা হয়েছে। অতিরিক্ত ৪০ লাখ যাত্রী যাতায়াতের প্রস্তুতি: রেলওয়ে বিশেষ ট্রেনের ব্যবস্থা করেছে। বিআইডব্লিউটিএ অতিরিক্ত লঞ্চ চালুর অনুমতি দিয়েছে। মহাসড়কে অতিরিক্ত পুলিশ মোতায়েন: ট্রাফিক ব্যবস্থাপনায় পুলিশ সদস্যদের পাশাপাশি আনসার সদস্যরাও দায়িত্ব পালন করবেন। সরকারের দাবি, নির্দিষ্ট যাত্রাপথ নিশ্চিত: যাত্রীদের ভোগান্তি কমাতে হেল্পলাইন চালু করা হয়েছে। যেকোনো অভিযোগ জানাতে জাতীয় জরুরি সেবা নম্বরে যোগাযোগ করতে বলা হয়েছে। সংশ্লিষ্ট সব বিভাগকে সমন্বিতভাবে কাজ করার নির্দেশনা দেওয়া হয়েছে।	[1064, 621, 1394, 784]
article-tupi	[350, 1074, 700, 1316]
article-tarek	[1064, 796, 1394, 1023]
article-ramadan	[714, 1113, 1049, 1266]
headline: বগুড়ায় চলন্ত মাইক্রোবাসে	[425, 930, 625, 953]
article-body: দীর্ঘ লাইনে ঘণ্টার পর ঘণ্টা অপেক্ষা: রাজধানীর বিভিন্ন ফিলিং স্টেশনে এখনো যানবাহনের দীর্ঘ সারি চোখে পড়ছে। চালকেরা জানান, রেশনিং তুলে নেওয়ার ঘোষণা দেওয়া হলেও সরবরাহ স্বাভাবিক হয়নি। অনেক পাম্পে নির্ধারিত সময়ের আগেই তেল ফুরিয়ে যাচ্ছে। মোটরসাইকেল চালকেরা সবচেয়ে বেশি দুর্ভোগে পড়ছেন। চাহিদা পূরণে হিমশিম, বিক্রেতারাও বিপাকে: ফিলিং স্টেশন মালিকেরা বলছেন, ডিপো থেকে চাহিদা অনুযায়ী তেল পাওয়া যাচ্ছে না। জ্বালানি বিভাগ জানিয়েছে, পর্যাপ্ত মজুত রয়েছে এবং দ্রুত পরিস্থিতি স্বাভাবিক হবে। ঈদের আগে যাতায়াতে এই সংকট ভোগান্তি বাড়াচ্ছে। কর্তৃপক্ষ অতিরিক্ত সরবরাহের ব্যবস্থা নেওয়ার কথা জানিয়েছে।	[714, 1466, 1049, 1627]
article-body: যানজটের কারণে অনেক যাত্রীকে দীর্ঘ সময় অপেক্ষা করতে হচ্ছে। গাবতলী, সায়েদাবাদ ও মহাখালী বাস টার্মিনালে যাত্রীদের উপচে পড়া ভিড়। কমলাপুর রেলস্টেশনে প্রতিটি ট্রেন ছাড়ছে যাত্রী বোঝাই হয়ে। অনেকে ট্রেনের ছাদে চড়ে বাড়ি ফিরছেন। সদরঘাট লঞ্চ টার্মিনালেও দক্ষিণাঞ্চলগামী যাত্রীদের ভিড়। অতিরিক্ত যাত্রী নিয়ে লঞ্চ চলাচলে নিষেধাজ্ঞা রয়েছে। মহাসড়কে গাড়ির চাপ বেড়েছে। ঢাকা-টাঙ্গাইল, ঢাকা-চট্টগ্রাম মহাসড়কের কয়েকটি পয়েন্টে ধীরগতিতে চলছে যানবাহন। পদ্মা সেতু দিয়ে দক্ষিণাঞ্চলের মানুষ সহজে বাড়ি ফিরতে পারছেন। যমুনা সেতুর টোল প্লাজায় রেকর্ড পরিমাণ যানবাহন পারাপার হয়েছে। অতিরিক্ত ভাড়া আদায়ের অভিযোগও পাওয়া যাচ্ছে। ভ্রাম্যমাণ আদালত বিভিন্ন টার্মিনালে অভিযান চালাচ্ছে। ঈদযাত্রা নির্বিঘ্ন করতে প্রশাসন সর্বোচ্চ প্রস্তুতি নিয়েছে। হাইওয়ে পুলিশ সতর্ক অবস্থানে রয়েছে। ফেরিঘাটগুলোতেও অতিরিক্ত ফেরি চালু করা হয়েছে। যাত্রীরা বলছেন, কষ্ট হলেও প্রিয়জনের সঙ্গে ঈদ করার আনন্দ সব ভুলিয়ে দেয়।	[1064, 368, 1394, 560]
column-divider	[707, 64, 708, 2174]
headline: জয়দেবপুর থেকে মুক্তিযুদ্ধের প্রথম	[727, 771, 1036, 798]
news-column-1	[6, 64, 336, 2174]
